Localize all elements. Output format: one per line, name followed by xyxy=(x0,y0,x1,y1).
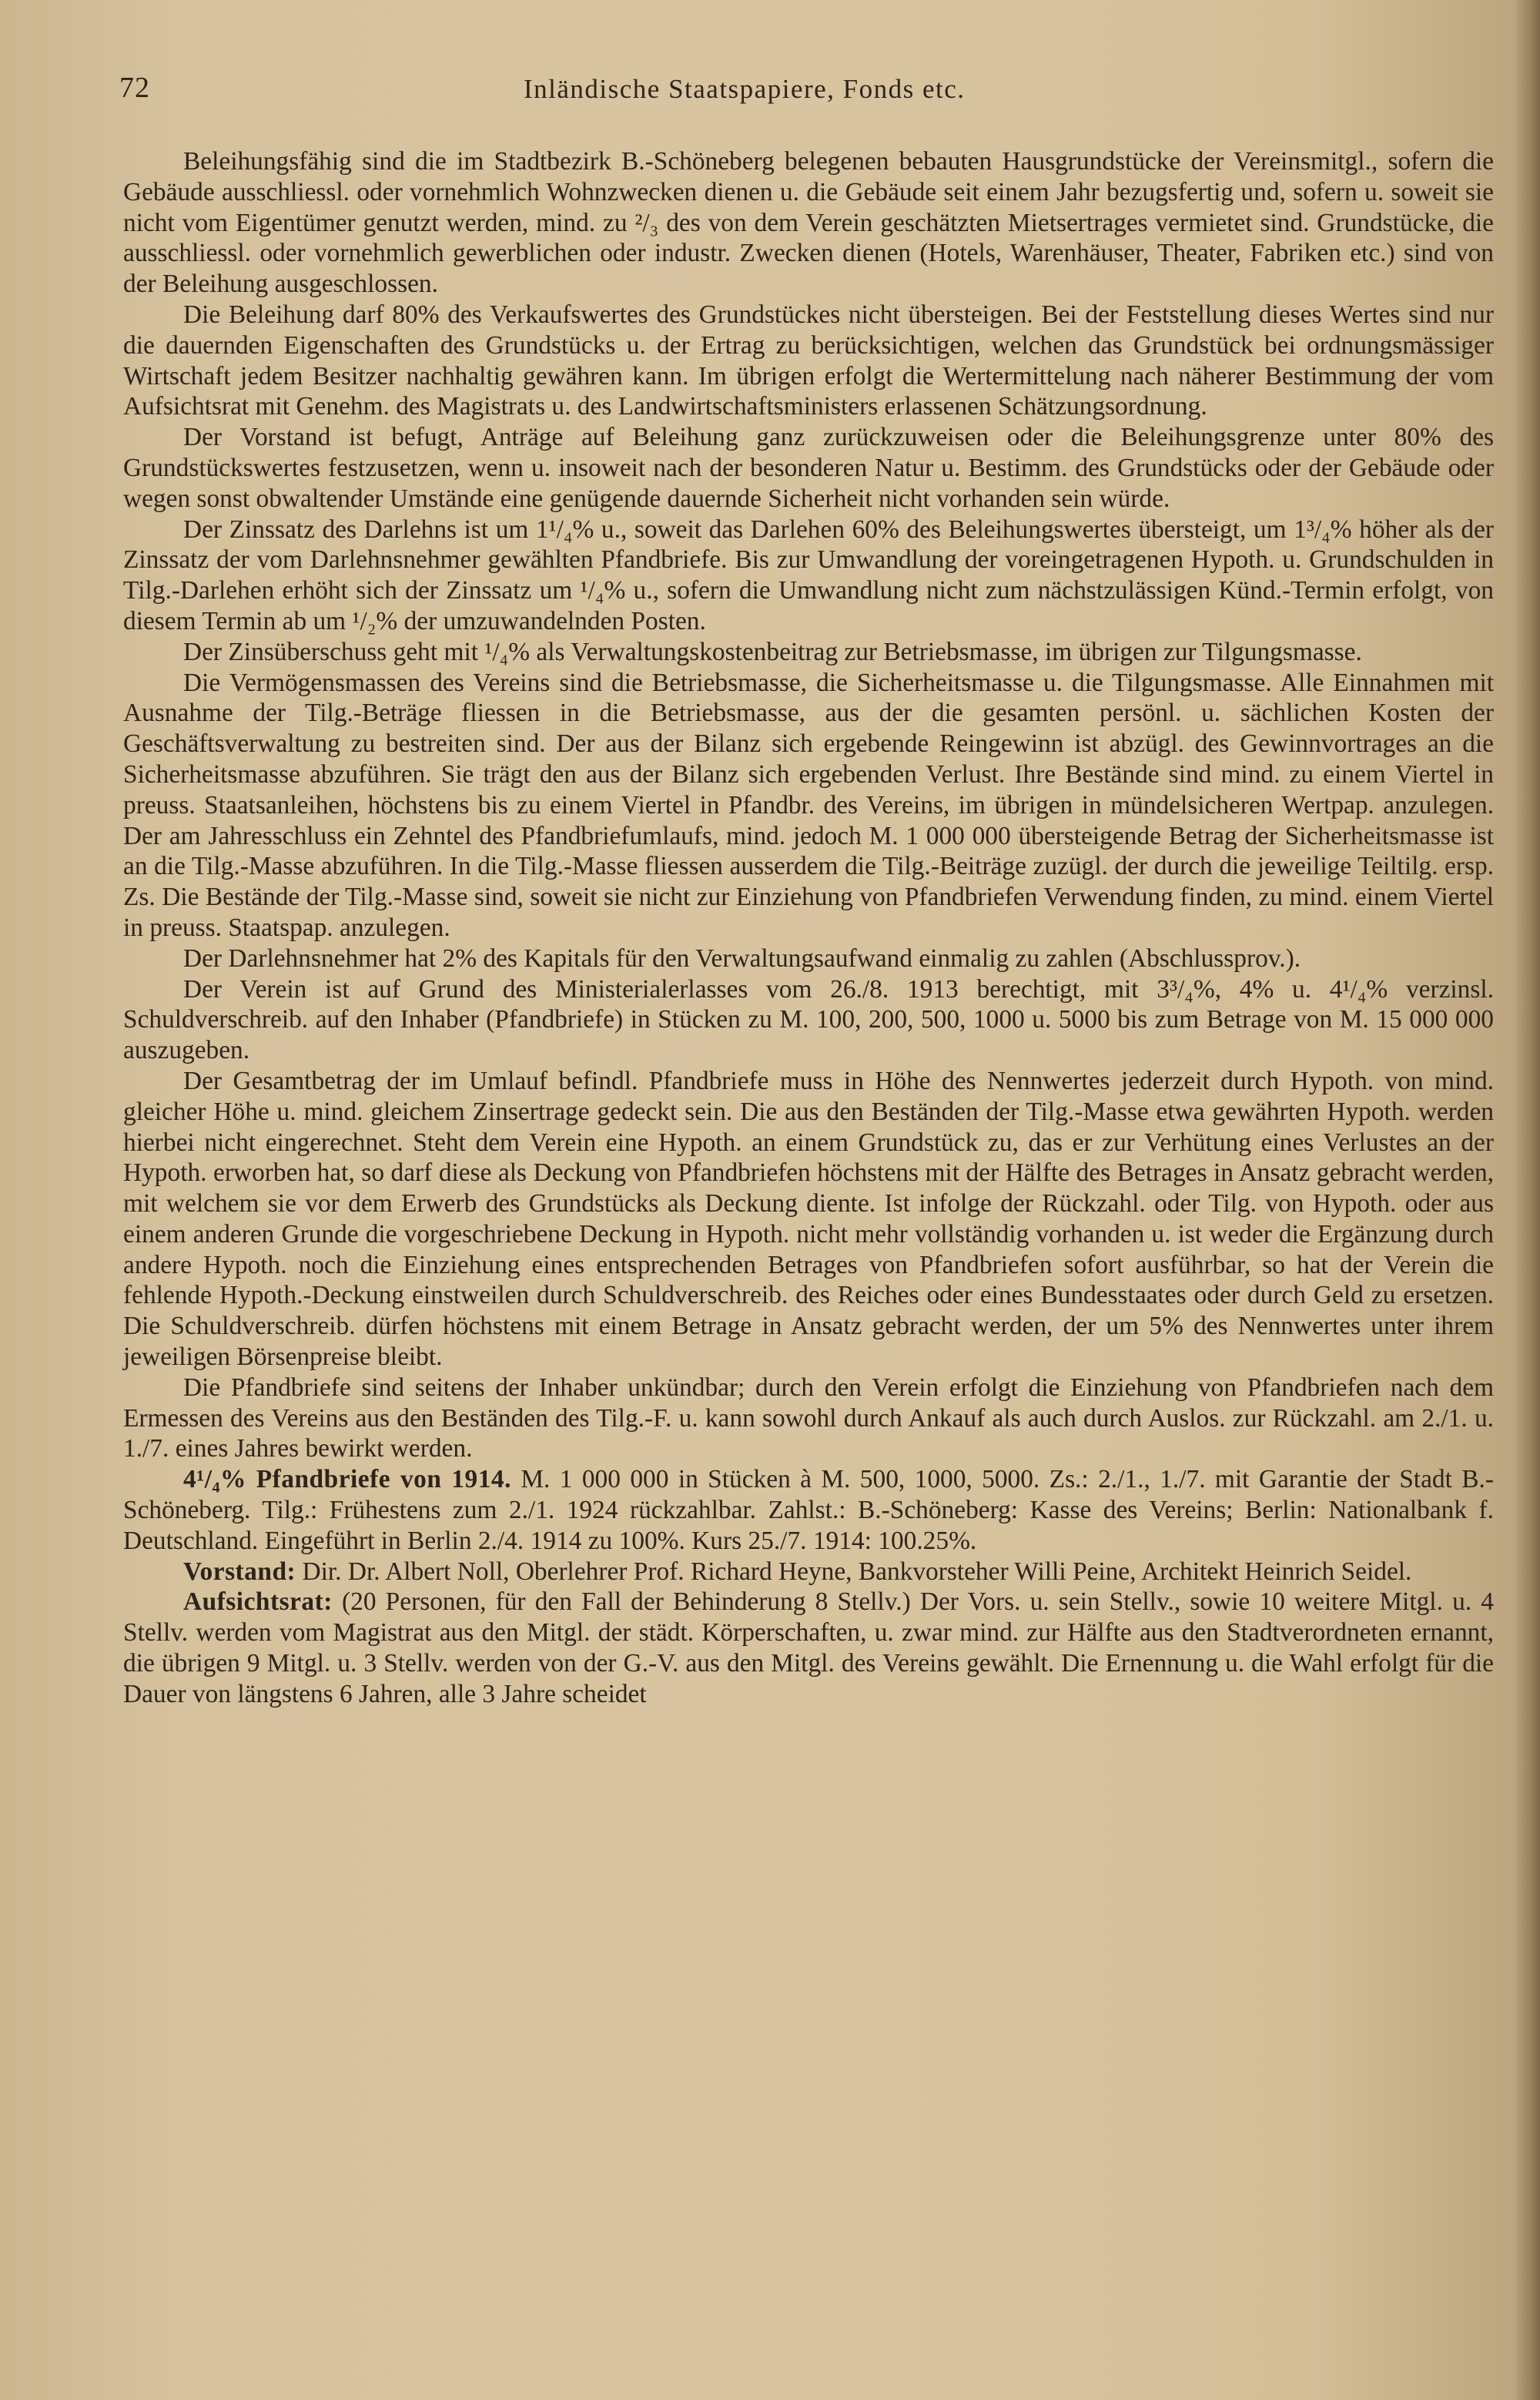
section-heading: 4¹/₄% Pfandbriefe von 1914. xyxy=(183,1465,511,1494)
page-number: 72 xyxy=(119,72,150,104)
paragraph-pfandbriefe-1914: 4¹/₄% Pfandbriefe von 1914. M. 1 000 000 in Stücken à M. 500, 1000, 5000. Zs.: 2./1., 1./7. mit Garantie der Stadt B.-Schöneberg. Tilg.: Frühestens zum 2./1. 1924 rückzahlbar. Zahlst.: B.-Schöneberg: Kasse des Vereins; Berlin: Nationalbank f. Deutschland. Eingeführt in Berlin 2./4. 1914 zu 100%. Kurs 25./7. 1914: 100.25%. xyxy=(123,1465,1494,1555)
page-edge-shadow xyxy=(1514,0,1540,2400)
section-heading: Vorstand: xyxy=(183,1557,296,1586)
paragraph-unkuendbar: Die Pfandbriefe sind seitens der Inhaber unkündbar; durch den Verein erfolgt die Einziehung von Pfandbriefen nach dem Ermessen des Vereins aus den Beständen des Tilg.-F. u. kann sowohl durch Ankauf als auch durch Auslos. zur Rückzahl. am 2./1. u. 1./7. eines Jahres bewirkt werden. xyxy=(123,1373,1494,1463)
paragraph-ministerialerlass: Der Verein ist auf Grund des Ministerialerlasses vom 26./8. 1913 berechtigt, mit 3³/₄%, 4% u. 4¹/₄% verzinsl. Schuldverschreib. auf den Inhaber (Pfandbriefe) in Stücken zu M. 100, 200, 500, 1000 u. 5000 bis zum Betrage von M. 15 000 000 auszugeben. xyxy=(123,974,1494,1065)
paragraph-beleihungsgrenze: Die Beleihung darf 80% des Verkaufswertes des Grundstückes nicht übersteigen. Bei der Feststellung dieses Wertes sind nur die dauernden Eigenschaften des Grundstücks u. der Ertrag zu berücksichtigen, welchen das Grundstück bei ordnungsmässiger Wirtschaft jedem Besitzer nachhaltig gewähren kann. Im übrigen erfolgt die Wertermittelung nach näherer Bestimmung der vom Aufsichtsrat mit Genehm. des Magistrats u. des Landwirtschaftsministers erlassenen Schätzungsordnung. xyxy=(123,300,1494,421)
paragraph-gesamtbetrag: Der Gesamtbetrag der im Umlauf befindl. Pfandbriefe muss in Höhe des Nennwertes jederzeit durch Hypoth. von mind. gleicher Höhe u. mind. gleichem Zinsertrage gedeckt sein. Die aus den Beständen der Tilg.-Masse etwa gewährten Hypoth. werden hierbei nicht eingerechnet. Steht dem Verein eine Hypoth. an einem Grundstück zu, das er zur Verhütung eines Verlustes an der Hypoth. erworben hat, so darf diese als Deckung von Pfandbriefen höchstens mit der Hälfte des Betrages in Ansatz gebracht werden, mit welchem sie vor dem Erwerb des Grundstücks als Deckung diente. Ist infolge der Rückzahl. oder Tilg. von Hypoth. oder aus einem anderen Grunde die vorgeschriebene Deckung in Hypoth. nicht mehr vollständig vorhanden u. ist weder die Ergänzung durch andere Hypoth. noch die Einziehung eines entsprechenden Betrages von Pfandbriefen sofort ausführbar, so hat der Verein die fehlende Hypoth.-Deckung einstweilen durch Schuldverschreib. des Reiches oder eines Bundesstaates oder durch Geld zu ersetzen. Die Schuldverschreib. dürfen höchstens mit einem Betrage in Ansatz gebracht werden, der um 5% des Nennwertes unter ihrem jeweiligen Börsenpreise bleibt. xyxy=(123,1066,1494,1372)
paragraph-vermoegensmassen: Die Vermögensmassen des Vereins sind die Betriebsmasse, die Sicherheitsmasse u. die Tilgungsmasse. Alle Einnahmen mit Ausnahme der Tilg.-Beträge fliessen in die Betriebsmasse, aus der die gesamten persönl. u. sächlichen Kosten der Geschäftsverwaltung zu bestreiten sind. Der aus der Bilanz sich ergebende Reingewinn ist abzügl. des Gewinnvortrages an die Sicherheitsmasse abzuführen. Sie trägt den aus der Bilanz sich ergebenden Verlust. Ihre Bestände sind mind. zu einem Viertel in preuss. Staatsanleihen, höchstens bis zu einem Viertel in Pfandbr. des Vereins, im übrigen in mündelsicheren Wertpap. anzulegen. Der am Jahresschluss ein Zehntel des Pfandbriefumlaufs, mind. jedoch M. 1 000 000 übersteigende Betrag der Sicherheitsmasse ist an die Tilg.-Masse abzuführen. In die Tilg.-Masse fliessen ausserdem die Tilg.-Beiträge zuzügl. der durch die jeweilige Teiltilg. ersp. Zs. Die Bestände der Tilg.-Masse sind, soweit sie nicht zur Einziehung von Pfandbriefen Verwendung finden, zu mind. einem Viertel in preuss. Staatspap. anzulegen. xyxy=(123,668,1494,942)
paragraph-vorstand-befugnis: Der Vorstand ist befugt, Anträge auf Beleihung ganz zurückzuweisen oder die Beleihungsgrenze unter 80% des Grundstückswertes festzusetzen, wenn u. insoweit nach der besonderen Natur u. Bestimm. des Grundstücks oder der Gebäude oder wegen sonst obwaltender Umstände eine genügende dauernde Sicherheit nicht vorhanden sein würde. xyxy=(123,423,1494,513)
paragraph-aufsichtsrat: Aufsichtsrat: (20 Personen, für den Fall der Behinderung 8 Stellv.) Der Vors. u. sein Stellv., sowie 10 weitere Mitgl. u. 4 Stellv. werden vom Magistrat aus den Mitgl. der städt. Körperschaften, u. zwar mind. zur Hälfte aus den Stadtverordneten ernannt, die übrigen 9 Mitgl. u. 3 Stellv. werden von der G.-V. aus den Mitgl. des Vereins gewählt. Die Ernennung u. die Wahl erfolgt für die Dauer von längstens 6 Jahren, alle 3 Jahre scheidet xyxy=(123,1587,1494,1708)
paragraph-beleihungsfaehig: Beleihungsfähig sind die im Stadtbezirk B.-Schöneberg belegenen bebauten Hausgrundstücke der Vereinsmitgl., sofern die Gebäude ausschliessl. oder vornehmlich Wohnzwecken dienen u. die Gebäude seit einem Jahr bezugsfertig und, sofern u. soweit sie nicht vom Eigentümer genutzt werden, mind. zu ²/₃ des von dem Verein geschätzten Mietsertrages vermietet sind. Grundstücke, die ausschliessl. oder vornehmlich gewerblichen oder industr. Zwecken dienen (Hotels, Warenhäuser, Theater, Fabriken etc.) sind von der Beleihung ausgeschlossen. xyxy=(123,147,1494,299)
body-text xyxy=(123,146,1494,1710)
paragraph-zinssatz: Der Zinssatz des Darlehns ist um 1¹/₄% u., soweit das Darlehen 60% des Beleihungswertes übersteigt, um 1³/₄% höher als der Zinssatz der vom Darlehnsnehmer gewählten Pfandbriefe. Bis zur Umwandlung der voreingetragenen Hypoth. u. Grundschulden in Tilg.-Darlehen erhöht sich der Zinssatz um ¹/₄% u., sofern die Umwandlung nicht zum nächstzulässigen Künd.-Termin erfolgt, von diesem Termin ab um ¹/₂% der umzuwandelnden Posten. xyxy=(123,515,1494,635)
running-title: Inländische Staatspapiere, Fonds etc. xyxy=(524,74,966,104)
paragraph-zinsueberschuss: Der Zinsüberschuss geht mit ¹/₄% als Verwaltungskostenbeitrag zur Betriebsmasse, im übrigen zur Tilgungsmasse. xyxy=(183,637,1362,666)
paragraph-vorstand: Vorstand: Dir. Dr. Albert Noll, Oberlehrer Prof. Richard Heyne, Bankvorsteher Willi Peine, Architekt Heinrich Seidel. xyxy=(183,1557,1412,1586)
section-heading: Aufsichtsrat: xyxy=(183,1587,333,1617)
paragraph-darlehnsnehmer: Der Darlehnsnehmer hat 2% des Kapitals für den Verwaltungsaufwand einmalig zu zahlen (Abschlussprov.). xyxy=(183,944,1301,973)
page-header xyxy=(119,71,1505,117)
